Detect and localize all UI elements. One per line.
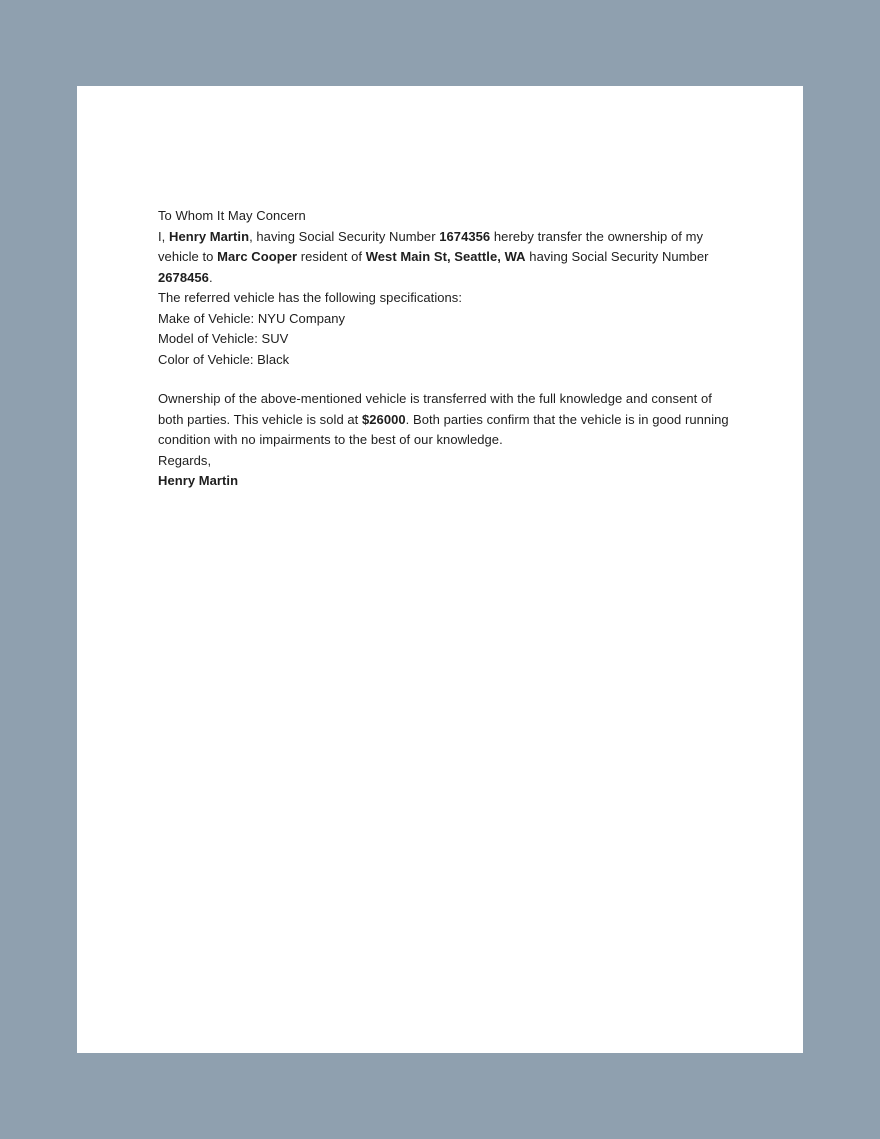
text-run: .	[208, 269, 213, 285]
text-run: resident of	[297, 249, 366, 264]
text-run: hereby transfer the ownership of my vehicle to	[158, 228, 704, 264]
transfer-paragraph	[158, 227, 733, 289]
text-run: having Social Security Number	[525, 249, 709, 264]
sale-price: $26000	[361, 411, 406, 427]
spec-make: Make of Vehicle: NYU Company	[158, 310, 346, 326]
spec-color: Color of Vehicle: Black	[158, 351, 290, 367]
signature-name	[158, 471, 733, 492]
text-run: , having Social Security Number	[249, 228, 440, 244]
seller-ssn: 1674356	[439, 228, 491, 244]
seller-name: Henry Martin	[169, 228, 250, 244]
closing: Regards,	[158, 452, 212, 468]
specifications-intro: The referred vehicle has the following specifications:	[158, 290, 463, 305]
document-page	[77, 86, 803, 1053]
buyer-ssn: 2678456	[158, 269, 209, 285]
letter-body	[158, 206, 733, 492]
signature-text: Henry Martin	[158, 473, 239, 488]
salutation: To Whom It May Concern	[158, 208, 306, 223]
buyer-name: Marc Cooper	[217, 249, 298, 264]
buyer-address: West Main St, Seattle, WA	[365, 249, 526, 264]
text-run: Ownership of the above-mentioned vehicle is transferred with the full knowledge and consent of both parties. This vehicle is sold at	[158, 391, 712, 427]
vehicle-specifications	[158, 309, 733, 371]
text-run: . Both parties confirm that the vehicle is in good running condition with no impairments to the best of our knowledge.	[158, 411, 729, 447]
text-run: I,	[158, 228, 169, 244]
consent-paragraph	[158, 389, 733, 451]
spec-model: Model of Vehicle: SUV	[158, 331, 289, 346]
